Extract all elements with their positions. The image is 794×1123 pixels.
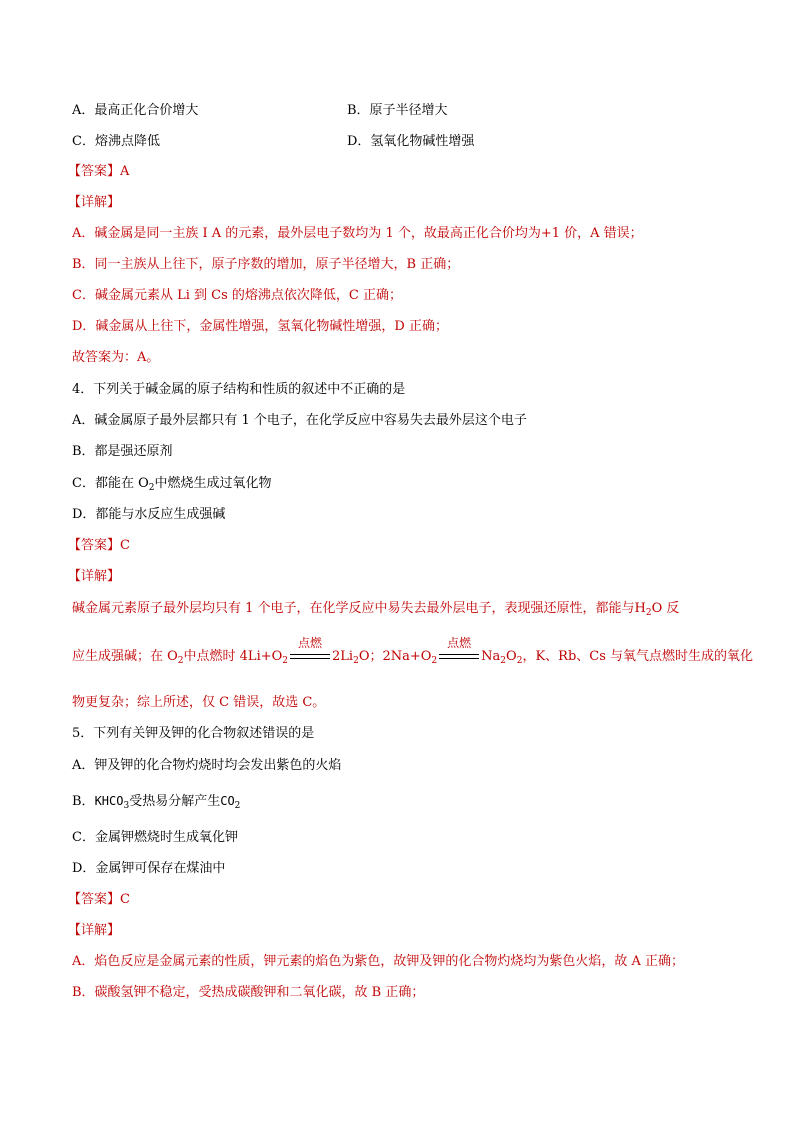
q5-detail-a: A．焰色反应是金属元素的性质，钾元素的焰色为紫色，故钾及钾的化合物灼烧均为紫色火焰，故 A 正确； <box>72 954 685 969</box>
reaction-condition-label: 点燃 <box>298 636 323 650</box>
q4-option-d: D．都能与水反应生成强碱 <box>72 507 226 522</box>
formula-co2: CO <box>220 794 235 808</box>
equation-na-product: Na <box>481 649 501 664</box>
q4-detail-tag: 【详解】 <box>68 569 121 584</box>
subscript: 2 <box>177 656 184 666</box>
subscript: 2 <box>234 801 241 811</box>
equation-na-reactants: O；2Na+O <box>358 649 432 664</box>
q4-stem: 4．下列关于碱金属的原子结构和性质的叙述中不正确的是 <box>72 382 406 397</box>
subscript: 2 <box>516 656 523 666</box>
q5-detail-tag: 【详解】 <box>68 923 121 938</box>
q5-option-a: A．钾及钾的化合物灼烧时均会发出紫色的火焰 <box>72 758 342 773</box>
q4-detail-text: 应生成强碱；在 O <box>72 649 178 664</box>
q5-detail-b: B．碳酸氢钾不稳定，受热成碳酸钾和二氧化碳，故 B 正确； <box>72 985 425 1000</box>
q4-detail-line-1 <box>72 600 679 622</box>
answer-tag: 【答案】 <box>68 164 121 179</box>
subscript: 2 <box>645 608 652 618</box>
q3-option-b: B．原子半径增大 <box>347 103 448 118</box>
q3-option-c: C．熔沸点降低 <box>72 134 160 149</box>
q5-answer <box>68 891 130 909</box>
subscript: 2 <box>282 656 289 666</box>
q3-detail-a: A．碱金属是同一主族 I A 的元素，最外层电子数均为 1 个，故最高正化合价均为+1 价，A 错误； <box>72 226 643 241</box>
answer-tag: 【答案】 <box>68 892 121 907</box>
equation-na-product-o: O <box>506 649 517 664</box>
q4-option-c-text: C．都能在 O <box>72 476 149 491</box>
q4-option-c <box>72 475 272 497</box>
subscript: 2 <box>353 656 359 666</box>
q5-stem: 5．下列有关钾及钾的化合物叙述错误的是 <box>72 726 315 741</box>
reaction-condition-label: 点燃 <box>447 636 472 650</box>
q3-option-a: A．最高正化合价增大 <box>72 103 199 118</box>
q4-option-a: A．碱金属原子最外层都只有 1 个电子，在化学反应中容易失去最外层这个电子 <box>72 413 527 428</box>
double-line <box>290 654 330 659</box>
q3-detail-d: D．碱金属从上往下，金属性增强，氢氧化物碱性增强，D 正确； <box>72 319 448 334</box>
reaction-condition-arrow <box>438 636 480 666</box>
equation-li-product: 2Li <box>332 649 354 664</box>
q4-detail-text-end: ，K、Rb、Cs 与氧气点燃时生成的氧化 <box>522 649 754 664</box>
q3-option-d: D．氢氧化物碱性增强 <box>347 134 475 149</box>
q4-detail-line-2 <box>72 636 754 670</box>
q4-detail-line-3: 物更复杂；综上所述，仅 C 错误，故选 C。 <box>72 695 326 710</box>
answer-tag: 【答案】 <box>68 538 121 553</box>
equation-li-reactants: 中点燃时 4Li+O <box>183 649 283 664</box>
formula-khco3: KHCO <box>94 794 124 808</box>
subscript: 3 <box>123 801 130 811</box>
q5-option-b-text: 受热易分解产生 <box>129 794 221 809</box>
subscript: 2 <box>500 656 507 666</box>
q4-option-c-text-end: 中燃烧生成过氧化物 <box>154 476 272 491</box>
q5-option-d: D．金属钾可保存在煤油中 <box>72 861 226 876</box>
q4-detail-text-end: O 反 <box>651 601 680 616</box>
reaction-condition-arrow <box>289 636 331 666</box>
answer-value: C <box>120 538 130 553</box>
answer-value: C <box>120 892 130 907</box>
subscript: 2 <box>431 656 438 666</box>
q3-answer <box>68 163 129 181</box>
q3-detail-b: B．同一主族从上往下，原子序数的增加，原子半径增大，B 正确； <box>72 257 460 272</box>
answer-value: A <box>120 164 130 179</box>
q4-option-b: B．都是强还原剂 <box>72 444 173 459</box>
subscript: 2 <box>148 483 155 493</box>
q4-answer <box>68 537 130 555</box>
q3-detail-tag: 【详解】 <box>68 195 121 210</box>
q5-option-b <box>72 792 240 815</box>
q4-detail-text: 碱金属元素原子最外层均只有 1 个电子，在化学反应中易失去最外层电子，表现强还原性，都能与H <box>72 601 646 616</box>
q5-option-b-label: B． <box>72 794 95 809</box>
double-line <box>439 654 479 659</box>
q3-detail-c: C．碱金属元素从 Li 到 Cs 的熔沸点依次降低，C 正确； <box>72 288 402 303</box>
q3-conclusion: 故答案为：A。 <box>72 350 160 365</box>
q5-option-c: C．金属钾燃烧时生成氧化钾 <box>72 830 238 845</box>
